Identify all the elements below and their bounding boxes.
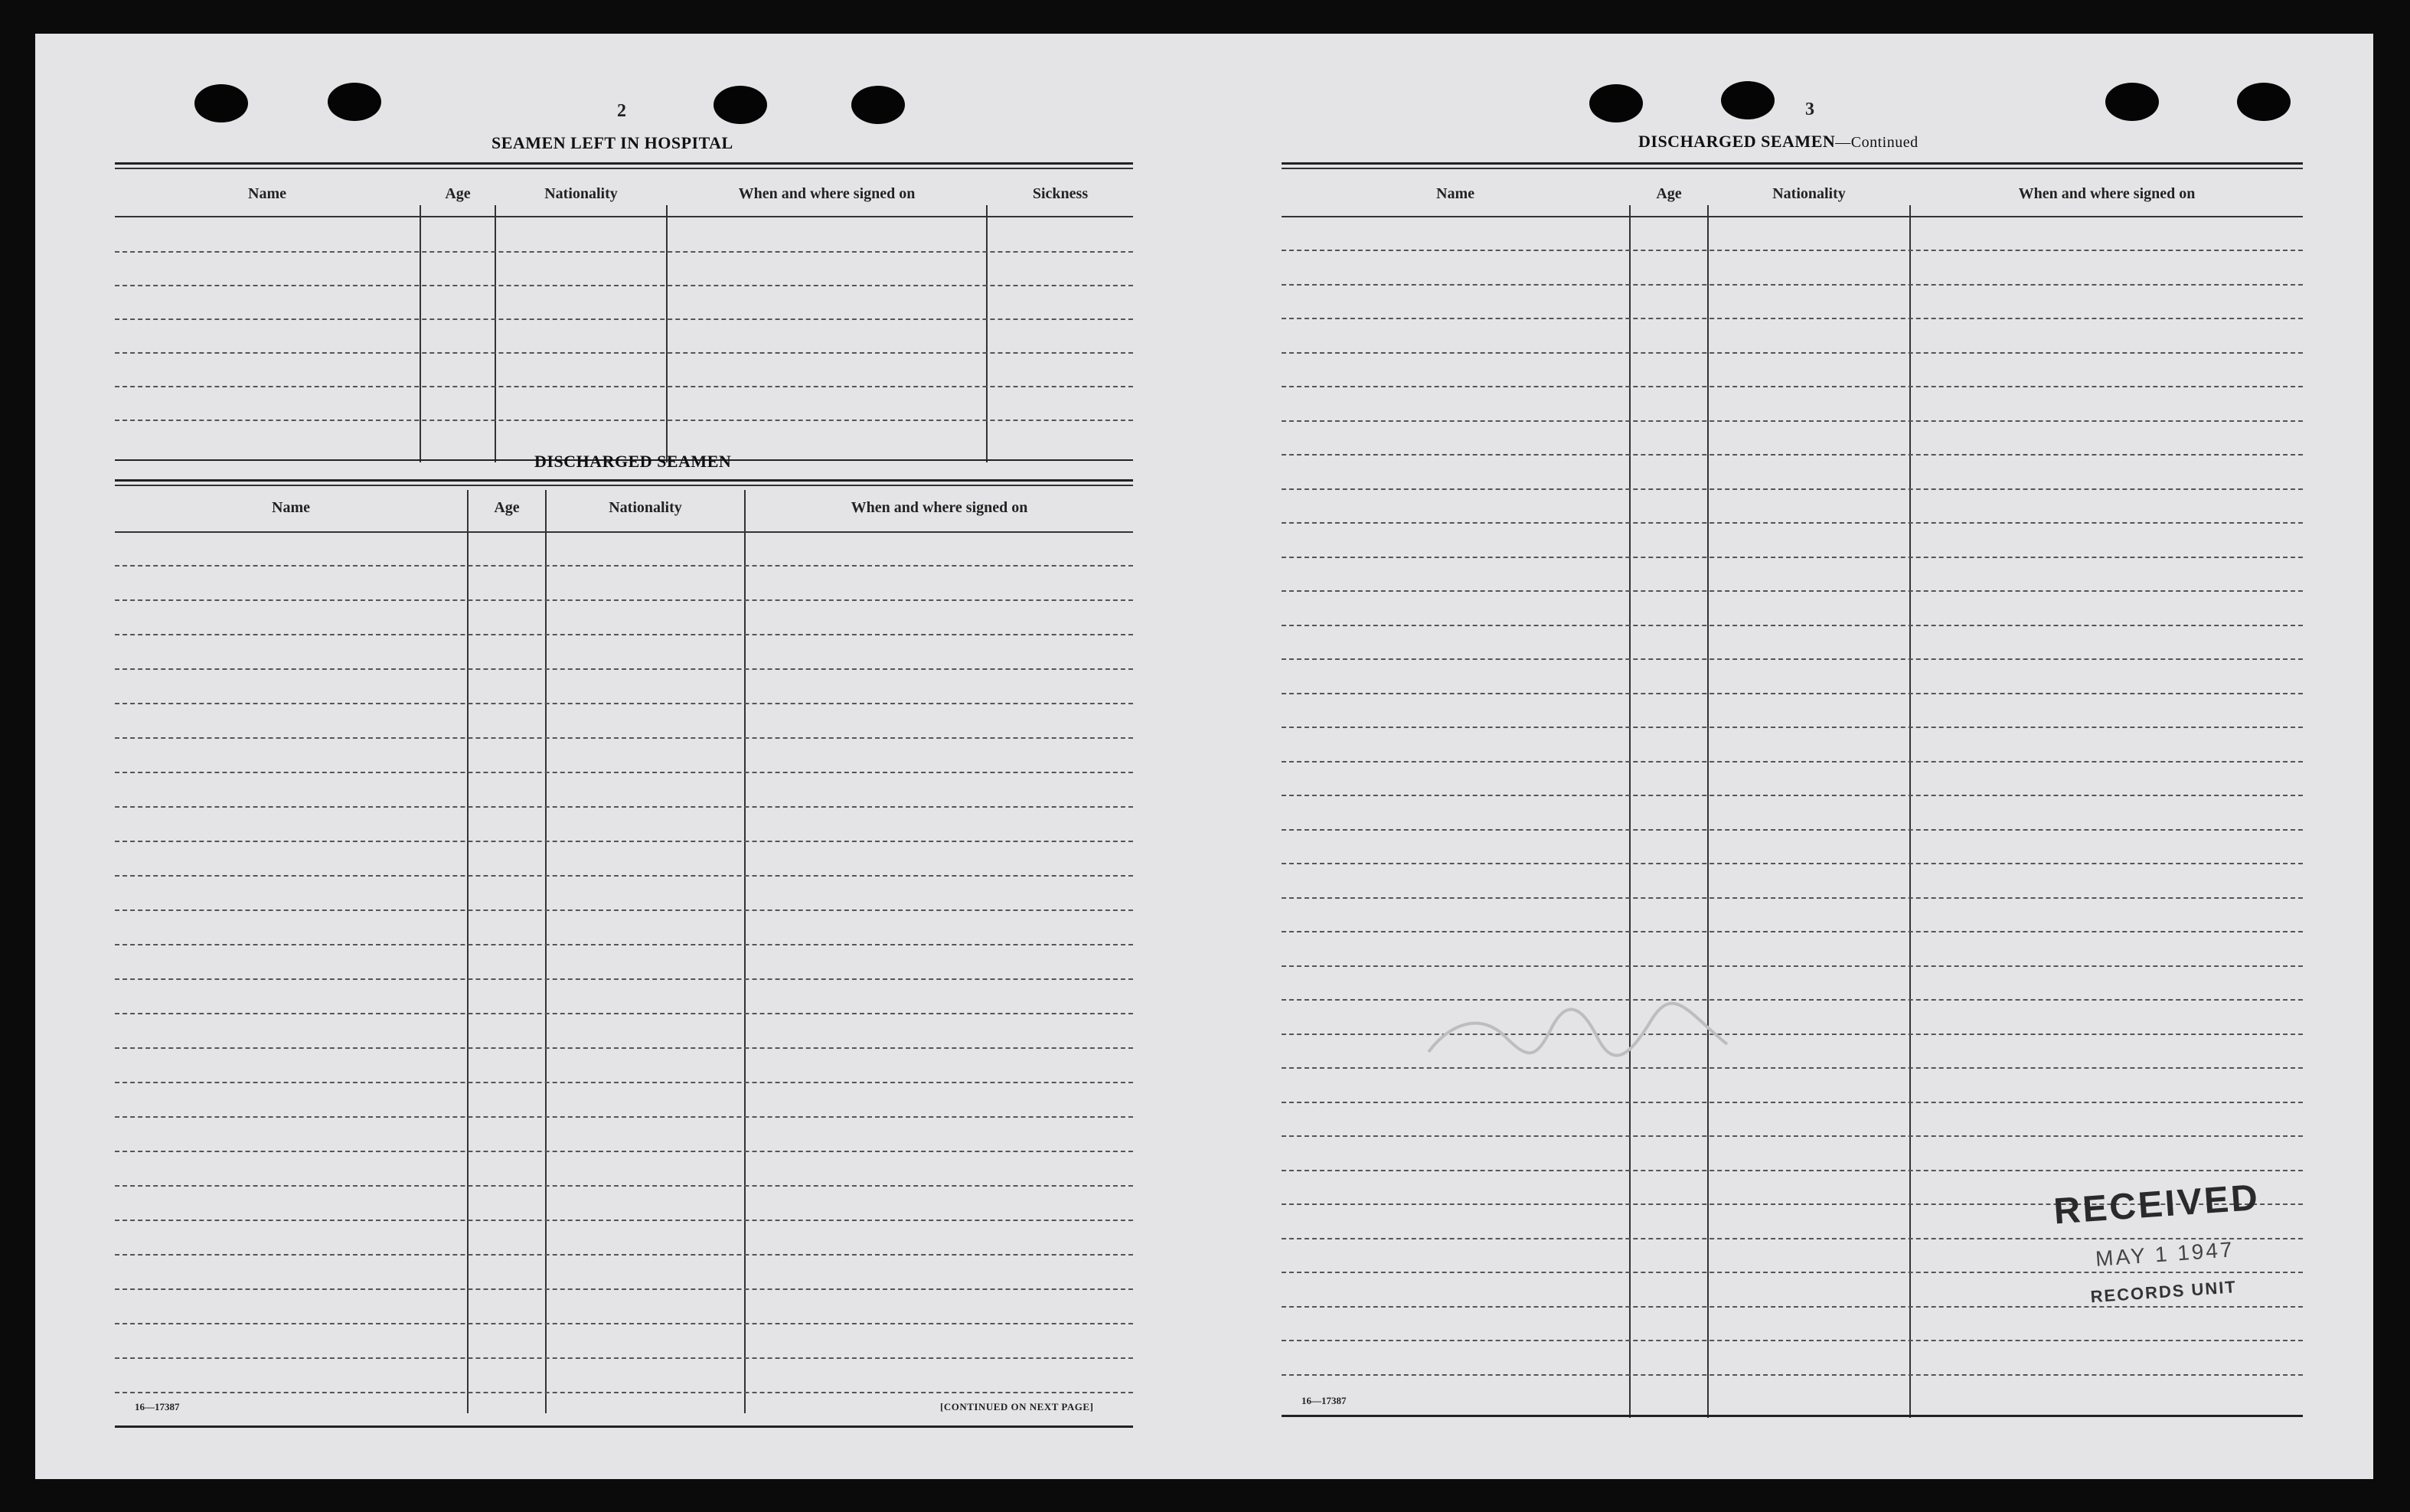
column-header-age: Age [1656,185,1682,202]
table-bottom-rule [1282,1415,2303,1417]
table-row [1282,897,2303,899]
table-row [115,1357,1133,1359]
table-row [115,1082,1133,1083]
column-header-age: Age [445,185,471,202]
table-row [1282,1340,2303,1341]
form-code-left: 16—17387 [135,1401,180,1412]
punch-hole [328,83,381,121]
hospital-section-title: SEAMEN LEFT IN HOSPITAL [491,133,733,152]
table-row [115,599,1133,601]
table-row [115,1116,1133,1118]
column-header-sickness: Sickness [1032,185,1089,202]
table-row [115,668,1133,670]
table-row [1282,284,2303,286]
punch-hole [1721,81,1775,119]
column-header-nationality: Nationality [609,499,682,516]
table-row [1282,761,2303,763]
table-row [1282,795,2303,796]
signature-bleed-through [1421,991,1742,1075]
table-row [115,806,1133,808]
table-row [1282,1374,2303,1376]
section-title-text: DISCHARGED SEAMEN [1638,132,1836,151]
punch-hole [2105,83,2159,121]
table-row [1282,1306,2303,1308]
discharged-continued-title [1638,132,1919,152]
column-header-name: Name [272,499,310,516]
punch-hole [851,86,905,124]
table-row [1282,454,2303,456]
received-stamp [2052,1177,2267,1309]
punch-hole [2237,83,2291,121]
stamp-unit: RECORDS UNIT [2089,1277,2238,1307]
table-row [1282,488,2303,490]
discharged-table-left [115,479,1133,1433]
table-row [115,251,1133,253]
document-scan [35,34,2373,1479]
table-row [115,1047,1133,1049]
table-row [115,634,1133,635]
hospital-table [115,162,1133,464]
table-row [115,1013,1133,1014]
table-row [1282,352,2303,354]
form-code-right: 16—17387 [1301,1395,1347,1406]
table-row [115,1254,1133,1256]
table-row [115,841,1133,842]
discharged-section-title: DISCHARGED SEAMEN [534,452,732,471]
table-row [1282,829,2303,831]
column-header-name: Name [1436,185,1474,202]
column-header-nationality: Nationality [544,185,618,202]
column-header-signed-on: When and where signed on [2018,185,2196,202]
table-row [115,1288,1133,1290]
stamp-date: MAY 1 1947 [2095,1237,2235,1271]
table-row [115,909,1133,911]
table-row [115,1151,1133,1152]
table-row [115,318,1133,320]
column-header-nationality: Nationality [1772,185,1846,202]
table-row [1282,420,2303,422]
table-row [1282,625,2303,626]
section-title-suffix: —Continued [1835,134,1919,151]
table-row [1282,250,2303,251]
table-row [115,565,1133,567]
table-row [115,1185,1133,1187]
stamp-received-text: RECEIVED [2052,1177,2261,1233]
table-bottom-rule [115,1425,1133,1428]
table-row [1282,318,2303,319]
table-row [1282,522,2303,524]
table-row [115,285,1133,286]
table-row [115,703,1133,704]
column-header-age: Age [494,499,520,516]
punch-hole [1589,84,1643,122]
table-row [115,978,1133,980]
column-header-signed-on: When and where signed on [851,499,1028,516]
table-row [1282,693,2303,694]
table-row [115,386,1133,387]
table-row [1282,931,2303,932]
page-number-right: 3 [1805,100,1814,119]
table-row [1282,557,2303,558]
table-row [115,420,1133,421]
table-row [1282,590,2303,592]
table-row [115,352,1133,354]
table-row [1282,658,2303,660]
table-row [115,1323,1133,1324]
table-row [1282,965,2303,967]
page-number-left: 2 [617,101,626,121]
table-row [115,772,1133,773]
table-row [1282,1170,2303,1171]
continued-note: [CONTINUED ON NEXT PAGE] [940,1401,1094,1412]
table-row [115,737,1133,739]
table-row [115,1220,1133,1221]
table-row [1282,386,2303,387]
table-row [115,944,1133,945]
punch-hole [194,84,248,122]
table-row [1282,1102,2303,1103]
table-row [115,875,1133,877]
punch-hole [714,86,767,124]
table-row [1282,1135,2303,1137]
column-header-name: Name [248,185,286,202]
table-row [1282,727,2303,728]
table-row [115,1392,1133,1393]
table-row [1282,863,2303,864]
column-header-signed-on: When and where signed on [738,185,916,202]
